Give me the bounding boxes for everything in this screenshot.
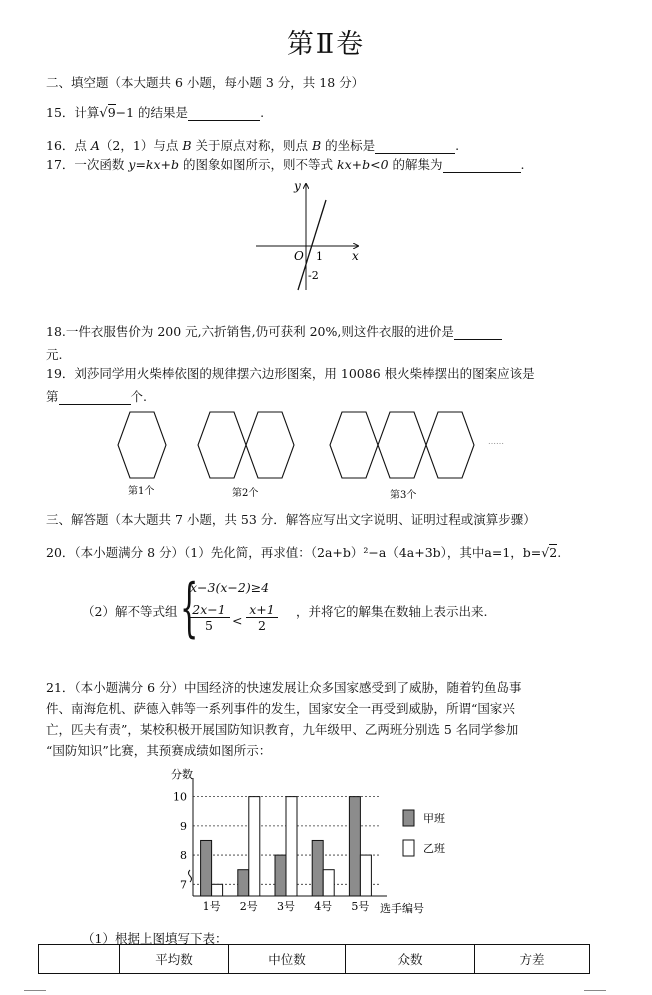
question-17: 17．一次函数 y=kx+b 的图象如图所示，则不等式 kx+b<0 的解集为 . xyxy=(46,157,525,172)
chart-y-label: 分数 xyxy=(171,768,193,781)
y-intercept-label: -2 xyxy=(308,269,319,282)
sqrt-sign-icon: √ xyxy=(99,106,108,121)
y-tick-label: 8 xyxy=(180,849,187,863)
question-19: 19．刘莎同学用火柴棒依图的规律摆六边形图案，用 10086 根火柴棒摆出的图案应该是 xyxy=(46,366,535,381)
section2-heading: 二、填空题（本大题共 6 小题，每小题 3 分，共 18 分） xyxy=(46,75,365,90)
question-19-cont: 第 个. xyxy=(46,389,147,404)
pattern-label-1: 第1个 xyxy=(128,486,155,497)
sqrt-sign-icon: √ xyxy=(541,545,550,560)
table-header-blank xyxy=(39,945,120,974)
brace-icon: { xyxy=(180,571,199,645)
bar xyxy=(312,840,323,896)
hexagon-patterns xyxy=(110,408,510,508)
question-21-sub1: （1）根据上图填写下表： xyxy=(82,931,228,946)
question-21-line1: 21．（本小题满分 6 分）中国经济的快速发展让众多国家感受到了威胁，随着钓鱼岛事 xyxy=(46,680,522,695)
bar xyxy=(286,797,297,896)
x-axis-label: x xyxy=(352,249,359,263)
linear-function-graph xyxy=(250,176,370,296)
exam-part-title: 第Ⅱ卷 xyxy=(286,29,366,60)
y-tick-label: 7 xyxy=(180,878,187,892)
x-tick-label: 1号 xyxy=(202,900,221,913)
origin-label: O xyxy=(294,249,304,263)
answer-blank xyxy=(443,157,521,173)
hexagon-pattern-3c xyxy=(426,412,474,478)
pattern-label-3: 第3个 xyxy=(390,490,417,501)
answer-blank xyxy=(375,138,455,154)
score-bar-chart xyxy=(165,762,495,922)
chart-legend xyxy=(403,810,445,856)
question-21-line2: 件、南海危机、萨德入韩等一系列事件的发生，国家安全一再受到威胁，所谓“国家兴 xyxy=(46,701,515,716)
table-header-variance: 方差 xyxy=(475,945,590,974)
y-axis-label: y xyxy=(294,179,301,193)
pattern-ellipsis: …… xyxy=(488,437,504,446)
question-20-part2: （2）解不等式组 xyxy=(82,604,178,619)
question-20-part2-end: ，并将它的解集在数轴上表示出来. xyxy=(296,604,488,619)
less-than-sign: < xyxy=(232,613,243,628)
legend-label-jia: 甲班 xyxy=(423,812,445,825)
hexagon-pattern-2a xyxy=(198,412,246,478)
page-corner-mark xyxy=(24,990,46,991)
bar xyxy=(275,855,286,896)
x-tick-label: 4号 xyxy=(314,900,333,913)
legend-swatch-yi xyxy=(403,840,414,856)
question-16: 16．点 A（2，1）与点 B 关于原点对称，则点 B 的坐标是 . xyxy=(46,138,460,153)
x-tick-label: 5号 xyxy=(351,900,370,913)
hexagon-pattern-3a xyxy=(330,412,378,478)
bar xyxy=(360,855,371,896)
inequality-1: x−3(x−2)≥4 xyxy=(190,580,270,595)
bar xyxy=(201,840,212,896)
question-21-line3: 亡，匹夫有责”，某校积极开展国防知识教育，九年级甲、乙两班分别选 5 名同学参加 xyxy=(46,722,519,737)
bar xyxy=(212,884,223,896)
x-tick-label: 3号 xyxy=(277,900,295,913)
question-18-cont: 元. xyxy=(46,347,63,362)
question-18: 18.一件衣服售价为 200 元,六折销售,仍可获利 20%,则这件衣服的进价是 xyxy=(46,322,502,340)
pattern-label-2: 第2个 xyxy=(232,488,259,499)
question-21-line4: “国防知识”比赛，其预赛成绩如图所示： xyxy=(46,743,272,758)
section3-heading: 三、解答题（本大题共 7 小题，共 53 分．解答应写出文字说明、证明过程或演算步骤） xyxy=(46,512,536,527)
hexagon-pattern-2b xyxy=(246,412,294,478)
chart-x-label: 选手编号 xyxy=(380,902,424,915)
page-corner-mark xyxy=(584,990,606,991)
hexagon-pattern-3b xyxy=(378,412,426,478)
table-header-mean: 平均数 xyxy=(120,945,229,974)
question-15: 15．计算√9−1 的结果是 . xyxy=(46,105,265,121)
answer-blank xyxy=(188,105,260,121)
legend-swatch-jia xyxy=(403,810,414,826)
bar xyxy=(249,797,260,896)
statistics-table xyxy=(38,944,590,974)
table-header-mode: 众数 xyxy=(346,945,475,974)
question-20-part1: 20．（本小题满分 8 分）（1）先化简，再求值：（2a+b）²−a（4a+3b），其中a=1，b=√2. xyxy=(46,545,562,560)
x-tick-label: 2号 xyxy=(239,900,258,913)
y-tick-label: 10 xyxy=(173,790,187,804)
bar xyxy=(238,870,249,896)
answer-blank xyxy=(59,389,131,405)
axis-break-icon xyxy=(189,870,192,882)
bar xyxy=(349,797,360,896)
hexagon-pattern-1 xyxy=(118,412,166,478)
x-intercept-label: 1 xyxy=(316,250,323,263)
bar xyxy=(323,870,334,896)
answer-blank xyxy=(454,324,502,340)
y-tick-label: 9 xyxy=(180,819,187,833)
fraction-2: $\frac{x+1}{2}$ xyxy=(246,602,278,633)
table-row xyxy=(39,945,590,974)
fraction-1: $\frac{2x-1}{5}$ xyxy=(188,602,230,633)
legend-label-yi: 乙班 xyxy=(423,842,445,855)
table-header-median: 中位数 xyxy=(229,945,346,974)
